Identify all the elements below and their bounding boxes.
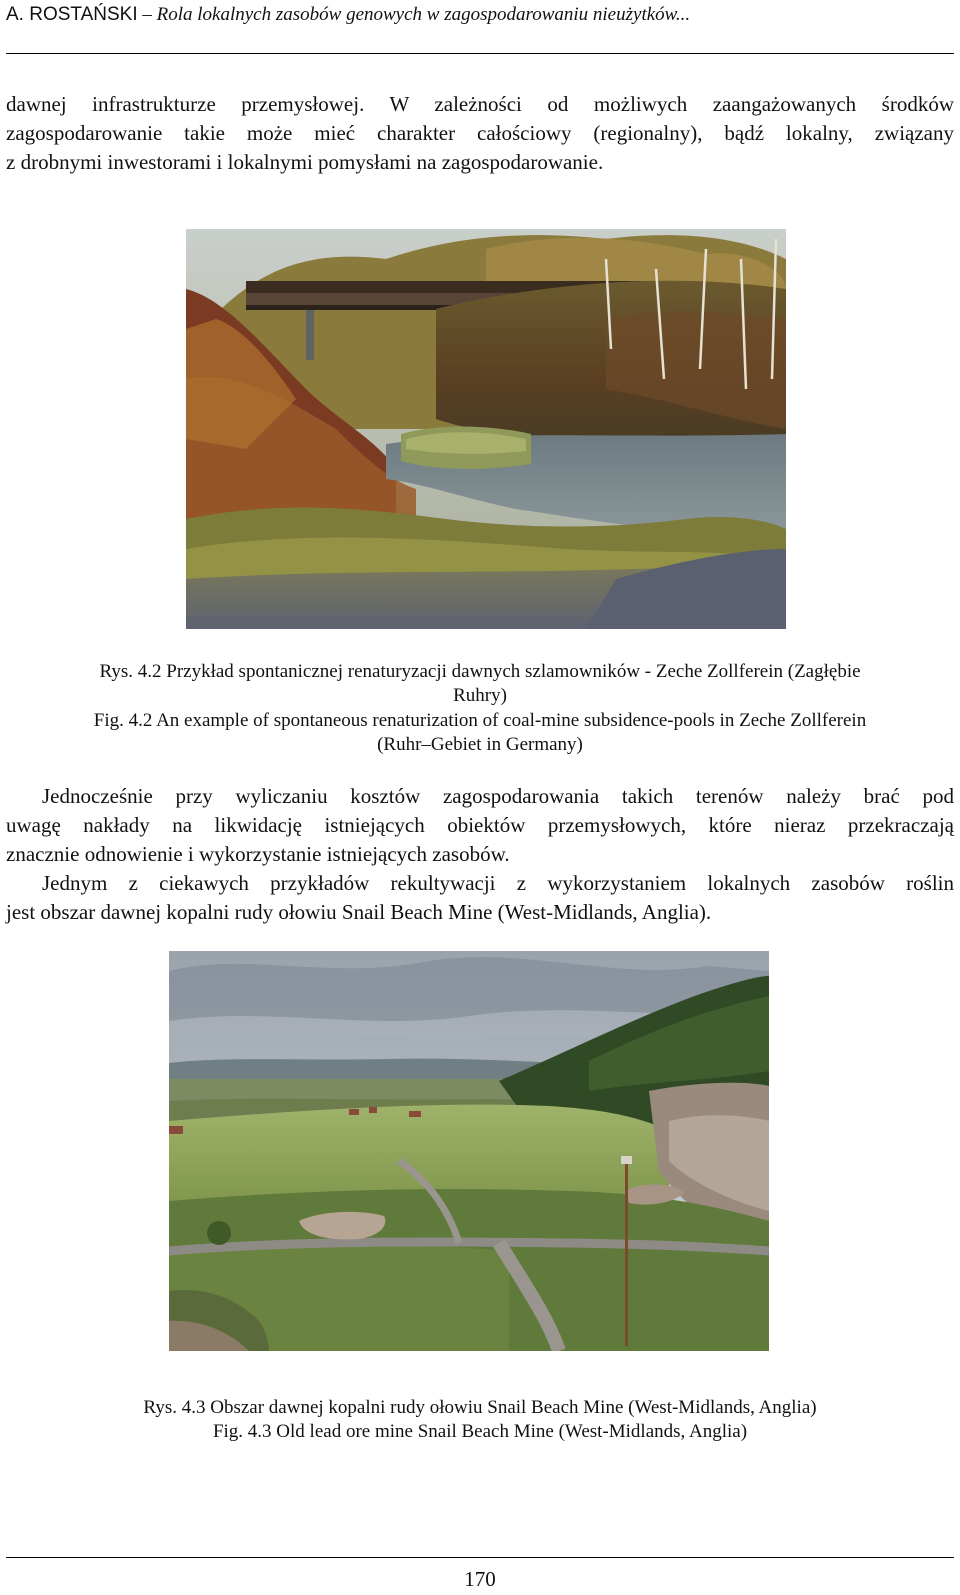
figure-4-3-caption-pl: Rys. 4.3 Obszar dawnej kopalni rudy ołowiu Snail Beach Mine (West-Midlands, Anglia): [143, 1397, 817, 1418]
paragraph-2: [6, 782, 954, 869]
paragraph-3-line: jest obszar dawnej kopalni rudy ołowiu Snail Beach Mine (West-Midlands, Anglia).: [6, 900, 712, 924]
paragraph-2-line: znacznie odnowienie i wykorzystanie istniejących zasobów.: [6, 842, 510, 866]
header-title: Rola lokalnych zasobów genowych w zagospodarowaniu nieużytków...: [156, 4, 691, 25]
mine-landscape-illustration: [169, 951, 769, 1351]
paragraph-1-line: dawnej infrastrukturze przemysłowej. W zależności od możliwych zaangażowanych środków: [6, 92, 954, 116]
caption-line: Rys. 4.2 Przykład spontanicznej renaturyzacji dawnych szlamowników - Zeche Zollferein (Zagłębie: [99, 661, 861, 682]
caption-line: (Ruhr–Gebiet in Germany): [377, 734, 583, 755]
caption-line: Ruhry): [453, 685, 507, 706]
figure-4-2-caption-pl: [6, 660, 954, 708]
figure-4-3-caption-en: Fig. 4.3 Old lead ore mine Snail Beach Mine (West-Midlands, Anglia): [212, 1421, 748, 1442]
header-separator: –: [137, 4, 157, 25]
paragraph-3: [6, 869, 954, 927]
figure-4-2-photo: [186, 229, 786, 629]
page-number: 170: [464, 1567, 496, 1591]
pond-landscape-illustration: [186, 229, 786, 629]
figure-4-3-photo: [169, 951, 769, 1351]
paragraph-1: [6, 90, 954, 177]
paragraph-2-line: Jednocześnie przy wyliczaniu kosztów zagospodarowania takich terenów należy brać pod: [42, 784, 954, 808]
running-header: [6, 4, 690, 26]
paragraph-3-line: Jednym z ciekawych przykładów rekultywacji z wykorzystaniem lokalnych zasobów roślin: [42, 871, 954, 895]
paragraph-1-line: zagospodarowanie takie może mieć charakter całościowy (regionalny), bądź lokalny, związany: [6, 121, 954, 145]
paragraph-1-line: z drobnymi inwestorami i lokalnymi pomysłami na zagospodarowanie.: [6, 150, 604, 174]
footer-rule: [6, 1557, 954, 1558]
figure-4-2-caption-en: [6, 709, 954, 757]
paragraph-2-line: uwagę nakłady na likwidację istniejących obiektów przemysłowych, które nieraz przekraczają: [6, 813, 954, 837]
header-author: A. ROSTAŃSKI: [6, 4, 138, 25]
header-rule: [6, 53, 954, 54]
caption-line: Fig. 4.2 An example of spontaneous renaturization of coal-mine subsidence-pools in Zeche Zollferein: [93, 710, 867, 731]
